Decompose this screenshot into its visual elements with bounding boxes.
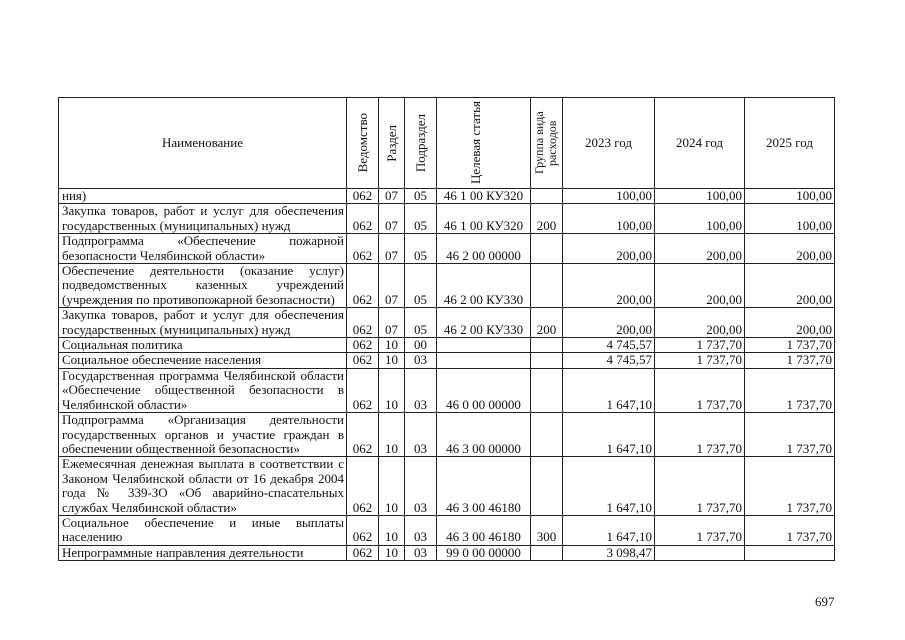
table-row — [59, 204, 835, 234]
row-value-2023: 200,00 — [563, 264, 655, 308]
row-podrazdel: 05 — [405, 204, 437, 234]
row-celevaya-statya: 46 3 00 46180 — [437, 457, 531, 516]
row-podrazdel: 05 — [405, 308, 437, 338]
row-gruppa — [531, 457, 563, 516]
header-2023: 2023 год — [563, 98, 655, 189]
row-name: Подпрограмма «Обеспечение пожарной безопасности Челябинской области» — [59, 234, 347, 264]
row-vedomstvo: 062 — [347, 457, 379, 516]
row-value-2025: 100,00 — [745, 189, 835, 204]
row-gruppa — [531, 353, 563, 368]
row-celevaya-statya: 46 1 00 КУ320 — [437, 204, 531, 234]
row-razdel: 10 — [379, 413, 405, 457]
header-podrazdel: Подраздел — [405, 98, 437, 189]
row-razdel: 10 — [379, 368, 405, 412]
row-value-2025 — [745, 545, 835, 560]
row-razdel: 07 — [379, 264, 405, 308]
row-name: Обеспечение деятельности (оказание услуг) подведомственных казенных учреждений (учреждения по противопожарной безопасности) — [59, 264, 347, 308]
row-gruppa: 200 — [531, 308, 563, 338]
row-value-2023: 100,00 — [563, 204, 655, 234]
row-value-2024: 1 737,70 — [655, 353, 745, 368]
row-gruppa — [531, 413, 563, 457]
row-value-2023: 100,00 — [563, 189, 655, 204]
row-gruppa — [531, 264, 563, 308]
row-value-2023: 1 647,10 — [563, 413, 655, 457]
row-razdel: 07 — [379, 204, 405, 234]
row-name: Закупка товаров, работ и услуг для обеспечения государственных (муниципальных) нужд — [59, 204, 347, 234]
row-value-2023: 1 647,10 — [563, 515, 655, 545]
row-value-2023: 4 745,57 — [563, 353, 655, 368]
table-row — [59, 353, 835, 368]
row-celevaya-statya: 46 3 00 00000 — [437, 413, 531, 457]
row-celevaya-statya: 46 2 00 00000 — [437, 234, 531, 264]
row-razdel: 10 — [379, 515, 405, 545]
row-value-2023: 1 647,10 — [563, 368, 655, 412]
row-name: ния) — [59, 189, 347, 204]
row-gruppa — [531, 338, 563, 353]
row-razdel: 10 — [379, 338, 405, 353]
row-vedomstvo: 062 — [347, 515, 379, 545]
table-row — [59, 338, 835, 353]
table-row — [59, 545, 835, 560]
row-value-2024: 1 737,70 — [655, 457, 745, 516]
row-name: Социальное обеспечение и иные выплаты населению — [59, 515, 347, 545]
row-name: Непрограммные направления деятельности — [59, 545, 347, 560]
table-header-row — [59, 98, 835, 189]
row-value-2025: 1 737,70 — [745, 353, 835, 368]
row-gruppa: 200 — [531, 204, 563, 234]
table-row — [59, 413, 835, 457]
header-2025: 2025 год — [745, 98, 835, 189]
row-value-2023: 3 098,47 — [563, 545, 655, 560]
row-value-2024: 1 737,70 — [655, 368, 745, 412]
table-row — [59, 264, 835, 308]
row-gruppa: 300 — [531, 515, 563, 545]
header-razdel: Раздел — [379, 98, 405, 189]
row-podrazdel: 03 — [405, 353, 437, 368]
row-podrazdel: 03 — [405, 515, 437, 545]
row-vedomstvo: 062 — [347, 353, 379, 368]
row-name: Государственная программа Челябинской области «Обеспечение общественной безопасности в Челябинской области» — [59, 368, 347, 412]
table-row — [59, 457, 835, 516]
row-gruppa — [531, 234, 563, 264]
row-value-2024: 1 737,70 — [655, 338, 745, 353]
row-celevaya-statya — [437, 338, 531, 353]
row-celevaya-statya: 46 2 00 КУ330 — [437, 308, 531, 338]
row-podrazdel: 03 — [405, 457, 437, 516]
row-value-2025: 100,00 — [745, 204, 835, 234]
row-value-2025: 1 737,70 — [745, 338, 835, 353]
row-name: Ежемесячная денежная выплата в соответствии с Законом Челябинской области от 16 декабря 2004 года № 339-ЗО «Об аварийно-спасательных службах Челябинской области» — [59, 457, 347, 516]
row-value-2023: 4 745,57 — [563, 338, 655, 353]
row-podrazdel: 05 — [405, 264, 437, 308]
table-row — [59, 308, 835, 338]
row-razdel: 10 — [379, 353, 405, 368]
row-name: Закупка товаров, работ и услуг для обеспечения государственных (муниципальных) нужд — [59, 308, 347, 338]
row-razdel: 10 — [379, 545, 405, 560]
row-value-2024: 100,00 — [655, 189, 745, 204]
row-value-2025: 1 737,70 — [745, 457, 835, 516]
header-vedomstvo: Ведомство — [347, 98, 379, 189]
page-number: 697 — [815, 594, 835, 609]
row-value-2023: 1 647,10 — [563, 457, 655, 516]
row-vedomstvo: 062 — [347, 189, 379, 204]
row-celevaya-statya: 46 1 00 КУ320 — [437, 189, 531, 204]
header-celevaya-statya: Целевая статья — [437, 98, 531, 189]
row-value-2023: 200,00 — [563, 234, 655, 264]
row-value-2024 — [655, 545, 745, 560]
row-podrazdel: 05 — [405, 189, 437, 204]
row-value-2024: 200,00 — [655, 308, 745, 338]
row-value-2025: 1 737,70 — [745, 515, 835, 545]
table-row — [59, 515, 835, 545]
row-celevaya-statya: 46 0 00 00000 — [437, 368, 531, 412]
row-razdel: 10 — [379, 457, 405, 516]
row-value-2023: 200,00 — [563, 308, 655, 338]
row-name: Социальная политика — [59, 338, 347, 353]
row-vedomstvo: 062 — [347, 368, 379, 412]
row-vedomstvo: 062 — [347, 545, 379, 560]
row-vedomstvo: 062 — [347, 338, 379, 353]
row-razdel: 07 — [379, 308, 405, 338]
row-vedomstvo: 062 — [347, 234, 379, 264]
row-vedomstvo: 062 — [347, 264, 379, 308]
row-value-2024: 1 737,70 — [655, 515, 745, 545]
table-row — [59, 234, 835, 264]
row-name: Социальное обеспечение населения — [59, 353, 347, 368]
row-celevaya-statya: 46 3 00 46180 — [437, 515, 531, 545]
row-value-2024: 100,00 — [655, 204, 745, 234]
row-value-2025: 200,00 — [745, 308, 835, 338]
row-value-2024: 200,00 — [655, 264, 745, 308]
row-value-2024: 1 737,70 — [655, 413, 745, 457]
row-name: Подпрограмма «Организация деятельности государственных органов и участие граждан в обеспечении общественной безопасности» — [59, 413, 347, 457]
row-vedomstvo: 062 — [347, 413, 379, 457]
row-razdel: 07 — [379, 234, 405, 264]
row-razdel: 07 — [379, 189, 405, 204]
row-celevaya-statya: 46 2 00 КУ330 — [437, 264, 531, 308]
row-value-2025: 1 737,70 — [745, 413, 835, 457]
row-gruppa — [531, 545, 563, 560]
row-podrazdel: 05 — [405, 234, 437, 264]
budget-table — [58, 97, 835, 561]
row-value-2024: 200,00 — [655, 234, 745, 264]
row-podrazdel: 03 — [405, 545, 437, 560]
row-podrazdel: 00 — [405, 338, 437, 353]
table-row — [59, 368, 835, 412]
row-vedomstvo: 062 — [347, 204, 379, 234]
row-gruppa — [531, 368, 563, 412]
row-podrazdel: 03 — [405, 413, 437, 457]
row-gruppa — [531, 189, 563, 204]
header-2024: 2024 год — [655, 98, 745, 189]
row-value-2025: 1 737,70 — [745, 368, 835, 412]
row-value-2025: 200,00 — [745, 234, 835, 264]
table-row — [59, 189, 835, 204]
row-celevaya-statya — [437, 353, 531, 368]
row-celevaya-statya: 99 0 00 00000 — [437, 545, 531, 560]
row-vedomstvo: 062 — [347, 308, 379, 338]
header-gruppa-vida-rashodov: Группа вида расходов — [531, 98, 563, 189]
header-name: Наименование — [59, 98, 347, 189]
budget-table-container — [58, 97, 835, 561]
row-value-2025: 200,00 — [745, 264, 835, 308]
row-podrazdel: 03 — [405, 368, 437, 412]
